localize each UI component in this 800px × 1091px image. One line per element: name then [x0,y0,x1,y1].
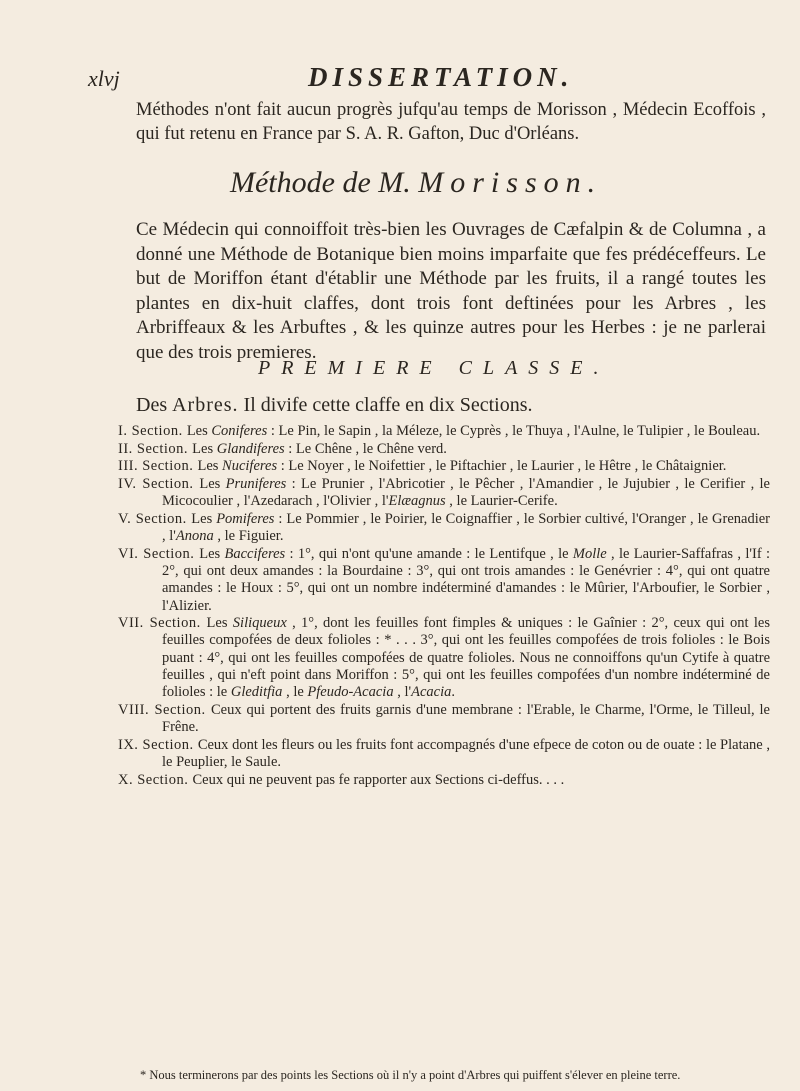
classe-intro-prefix: Des [136,394,168,416]
classe-intro [136,394,533,417]
section-entry [118,702,770,736]
section-text: Les Pruniferes : Le Prunier , l'Abricotier , le Pêcher , l'Amandier , le Jujubier , le Cerifier , le Micocoulier , l'Azedarach , l'Olivier , l'Elæagnus , le Laurier-Cerife. [162,476,770,510]
classe-intro-caps: Arbres. [172,394,239,416]
page-header [88,62,728,96]
section-entry [118,441,770,458]
section-text: Les Coniferes : Le Pin, le Sapin , la Méleze, le Cyprès , le Thuya , l'Aulne, le Tulipier , le Bouleau. [186,423,761,439]
section-entry [118,476,770,510]
section-label: IV. Section. [118,476,200,493]
section-text: Ceux qui ne peuvent pas fe rapporter aux Sections ci-deffus. . . . [192,771,565,788]
main-paragraph: Ce Médecin qui connoiffoit très-bien les Ouvrages de Cæfalpin & de Columna , a donné une Méthode de Botanique bien moins imparfaite que fes prédéceffeurs. Le but de Moriffon étant d'établir une Méthode par les fruits, il a rangé toutes les plantes en dix-huit claffes, dont trois font deftinées pour les Arbres , les Arbriffeaux & les Arbuftes , & les quinze autres pour les Herbes : je ne parlerai que des trois premieres. [136,219,766,363]
classe-intro-rest: Il divife cette claffe en dix Sections. [243,394,533,416]
section-heading [230,166,602,200]
heading-prefix: Méthode de M. [230,166,411,199]
section-label: I. Section. [118,423,187,439]
section-label: VII. Section. [118,615,207,632]
section-text: Les Glandiferes : Le Chêne , le Chêne verd. [192,440,447,457]
section-label: III. Section. [118,458,198,475]
footnote: * Nous terminerons par des points les Sections où il n'y a point d'Arbres qui puiffent s'élever en pleine terre. [140,1067,681,1082]
section-entry [118,772,770,789]
intro-paragraph: Méthodes n'ont fait aucun progrès jufqu'au temps de Morisson , Médecin Ecoffois , qui fut retenu en France par S. A. R. Gafton, Duc d'Orléans. [136,100,766,144]
section-entry [118,458,770,475]
section-text: Ceux dont les fleurs ou les fruits font accompagnés d'une efpece de coton ou de ouate : le Platane , le Peuplier, le Saule. [162,736,770,770]
classe-title: PREMIERE CLASSE. [258,357,610,379]
section-label: VI. Section. [118,545,200,562]
section-text: Les Pomiferes : Le Pommier , le Poirier, le Coignaffier , le Sorbier cultivé, l'Oranger , le Grenadier , l'Anona , le Figuier. [162,511,770,545]
section-label: V. Section. [118,511,192,528]
section-entry [118,546,770,615]
section-label: II. Section. [118,440,193,457]
section-text: Ceux qui portent des fruits garnis d'une membrane : l'Erable, le Charme, l'Orme, le Tilleul, le Frêne. [162,701,770,735]
page-number: xlvj [88,66,120,91]
section-text: Les Nuciferes : Le Noyer , le Noifettier , le Piftachier , le Laurier , le Hêtre , le Châtaignier. [197,458,727,475]
section-entry [118,737,770,771]
section-label: VIII. Section. [118,701,212,718]
section-entry [118,423,770,440]
heading-name: Morisson. [418,166,603,199]
running-title: DISSERTATION. [308,62,574,92]
section-label: X. Section. [118,771,193,788]
section-entry [118,511,770,545]
section-label: IX. Section. [118,736,198,753]
sections-list [118,423,770,789]
section-entry [118,615,770,701]
section-text: Les Bacciferes : 1°, qui n'ont qu'une amande : le Lentifque , le Molle , le Laurier-Saffafras , l'If : 2°, qui ont deux amandes : la Bourdaine : 3°, qui ont trois amandes : le Genévrier : 4°, qui ont quatre amandes : le Houx : 5°, qui ont un nombre indéterminé d'amandes : le Mûrier, l'Arboufier, le Sorbier , l'Alizier. [162,545,771,614]
section-text: Les Siliqueux , 1°, dont les feuilles font fimples & uniques : le Gaînier : 2°, ceux qui ont les feuilles compofées de deux folioles : * . . . 3°, qui ont les feuilles compofées de trois folioles : le Bois puant : 4°, qui ont les feuilles compofées de quatre folioles. Nous ne connoiffons qu'un Cytife à quatre feuilles , qui n'eft point dans Moriffon : 5°, qui ont les feuilles compofées d'un nombre indéterminé de folioles : le Gleditfia , le Pfeudo-Acacia , l'Acacia. [162,615,770,701]
